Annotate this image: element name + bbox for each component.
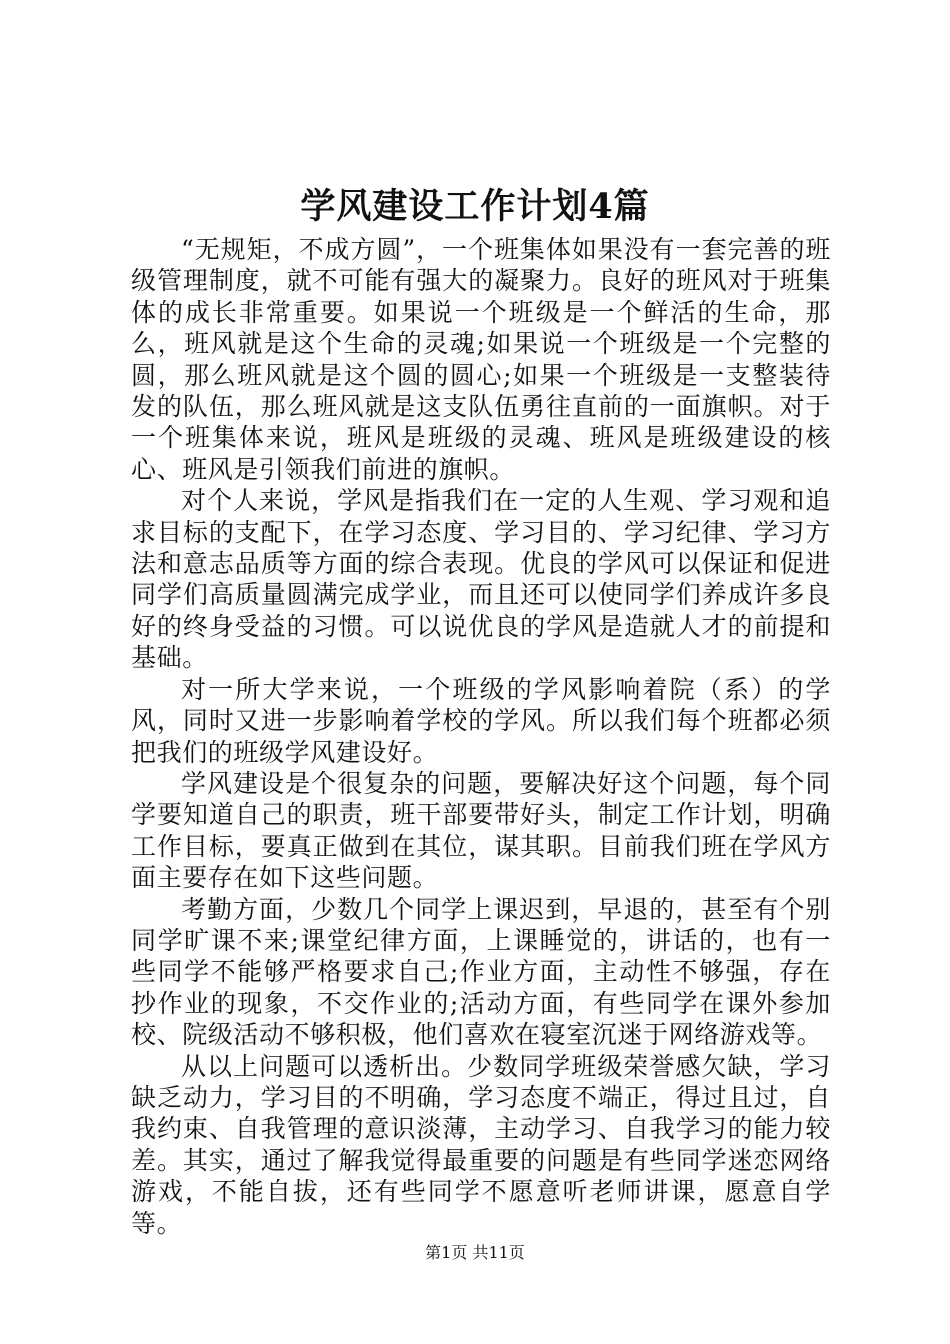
paragraph: 考勤方面，少数几个同学上课迟到，早退的，甚至有个别同学旷课不来;课堂纪律方面，上课睡觉的，讲话的，也有一些同学不能够严格要求自己;作业方面，主动性不够强，存在抄作业的现象，不交作业的;活动方面，有些同学在课外参加校、院级活动不够积极，他们喜欢在寝室沉迷于网络游戏等。 <box>131 894 831 1050</box>
paragraph: 对个人来说，学风是指我们在一定的人生观、学习观和追求目标的支配下，在学习态度、学习目的、学习纪律、学习方法和意志品质等方面的综合表现。优良的学风可以保证和促进同学们高质量圆满完成学业，而且还可以使同学们养成许多良好的终身受益的习惯。可以说优良的学风是造就人才的前提和基础。 <box>131 486 831 673</box>
document-body <box>131 234 831 1239</box>
paragraph: 学风建设是个很复杂的问题，要解决好这个问题，每个同学要知道自己的职责，班干部要带好头，制定工作计划，明确工作目标，要真正做到在其位，谋其职。目前我们班在学风方面主要存在如下这些问题。 <box>131 768 831 893</box>
paragraph: “无规矩，不成方圆”，一个班集体如果没有一套完善的班级管理制度，就不可能有强大的凝聚力。良好的班风对于班集体的成长非常重要。如果说一个班级是一个鲜活的生命，那么，班风就是这个生命的灵魂;如果说一个班级是一个完整的圆，那么班风就是这个圆的圆心;如果一个班级是一支整装待发的队伍，那么班风就是这支队伍勇往直前的一面旗帜。对于一个班集体来说，班风是班级的灵魂、班风是班级建设的核心、班风是引领我们前进的旗帜。 <box>131 235 831 484</box>
page-footer: 第1页 共11页 <box>425 1243 525 1262</box>
paragraph: 对一所大学来说，一个班级的学风影响着院（系）的学风，同时又进一步影响着学校的学风。所以我们每个班都必须把我们的班级学风建设好。 <box>131 674 831 767</box>
paragraph: 从以上问题可以透析出。少数同学班级荣誉感欠缺，学习缺乏动力，学习目的不明确，学习态度不端正，得过且过，自我约束、自我管理的意识淡薄，主动学习、自我学习的能力较差。其实，通过了解我觉得最重要的问题是有些同学迷恋网络游戏，不能自拔，还有些同学不愿意听老师讲课，愿意自学等。 <box>131 1051 831 1238</box>
document-title: 学风建设工作计划4篇 <box>300 186 650 227</box>
